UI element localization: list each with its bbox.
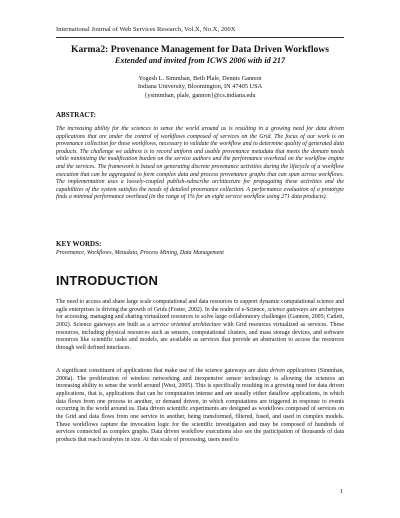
page-number: 1 xyxy=(340,488,344,495)
abstract-text: The increasing ability for the sciences to sense the world around us is resulting in a growing need for data driven applications that are under the control of workflows composed of services on the Grid. The focus of our work is on provenance collection for these workflows, necessary to validate the workflow and to determine quality of generated data products. The challenge we address is to record uniform and usable provenance metadata that meets the domain needs while minimizing the modification burden on the service authors and the performance overhead on the workflow engine and the services. The framework is based on generating discrete provenance activities during the lifecycle of a workflow execution that can be aggregated to form complex data and process provenance graphs that can span across workflows. The implementation uses a loosely-coupled publish-subscribe architecture for propagating these activities and the capabilities of the system satisfies the needs of detailed provenance collection. A performance evaluation of a prototype finds a minimal performance overhead (in the range of 1% for an eight service workflow using 271 data products). xyxy=(56,126,344,201)
keywords-text: Provenance, Workflows, Metadata, Process Mining, Data Management xyxy=(56,250,224,256)
intro-paragraph-2 xyxy=(56,368,344,445)
header-rule xyxy=(56,37,344,38)
intro-p1-emphasis-science-gateways: science gateways xyxy=(267,306,309,313)
intro-p2-emphasis-data-driven: data driven applications xyxy=(257,368,317,374)
abstract-heading: ABSTRACT: xyxy=(56,111,96,119)
running-head: International Journal of Web Services Research, Vol.X, No.X, 200X xyxy=(56,26,236,33)
intro-p2-text-a: A significant constituent of applications that make use of the science gateways are xyxy=(56,368,258,374)
intro-p1-text-c: with Grid resources virtualized as services. These resources, including physical resources such as sensors, computational clusters, and mass storage devices, and software resources like scientific tasks and models, are available as services that provide an abstraction to access the resources through well defined interfaces. xyxy=(56,321,345,351)
author-names: Yogesh L. Simmhan, Beth Plale, Dennis Gannon xyxy=(138,75,262,82)
section-heading-introduction: INTRODUCTION xyxy=(56,273,159,288)
author-email: {ysimmhan, plale, gannon}@cs.indiana.edu xyxy=(144,91,256,99)
intro-p2-text-b: (Simmhan, 2006a). The proliferation of wireless networking and inexpensive sensor technology is allowing the sciences an increasing ability to sense the world around (West, 2005). This is specifically resulting in a growing need for data driven applications, that is, applications that can be computation intense and are usually either dataflow applications, in which data flows from one process to another, or demand driven, in which computations are triggered in response to events occurring in the world around us. Data driven scientific experiments are designed as workflows composed of services on the Grid and data flows from one service to another, being transformed, filtered, fused, and used in complex models. These workflows capture the invocation logic for the scientific investigation and may be composed of hundreds of services connected as complex graphs. Data driven workflow executions also see the participation of thousands of data products that reach terabytes in size. At this scale of processing, users need to xyxy=(56,368,344,443)
intro-p1-text-b: are archetypes for accessing, managing and sharing virtualized resources to solve large collaboratory challenges (Gannon, 2005; Catlett, 2002). Science gateways are built as a xyxy=(56,306,344,328)
paper-subtitle: Extended and invited from ICWS 2006 with id 217 xyxy=(114,56,286,65)
author-affiliation: Indiana University, Bloomington, IN 47405 USA xyxy=(137,83,263,91)
keywords-heading: KEY WORDS: xyxy=(56,240,102,248)
intro-p1-text-a: The need to access and share large scale computational and data resources to support dynamic computational science and agile enterprises is driving the growth of Grids (Foster, 2002). In the realm of e-Science, xyxy=(56,299,344,313)
intro-paragraph-1 xyxy=(56,299,344,353)
paper-title: Karma2: Provenance Management for Data Driven Workflows xyxy=(71,44,329,55)
author-block xyxy=(56,75,344,100)
intro-p1-emphasis-soa: service oriented architecture xyxy=(152,321,221,328)
